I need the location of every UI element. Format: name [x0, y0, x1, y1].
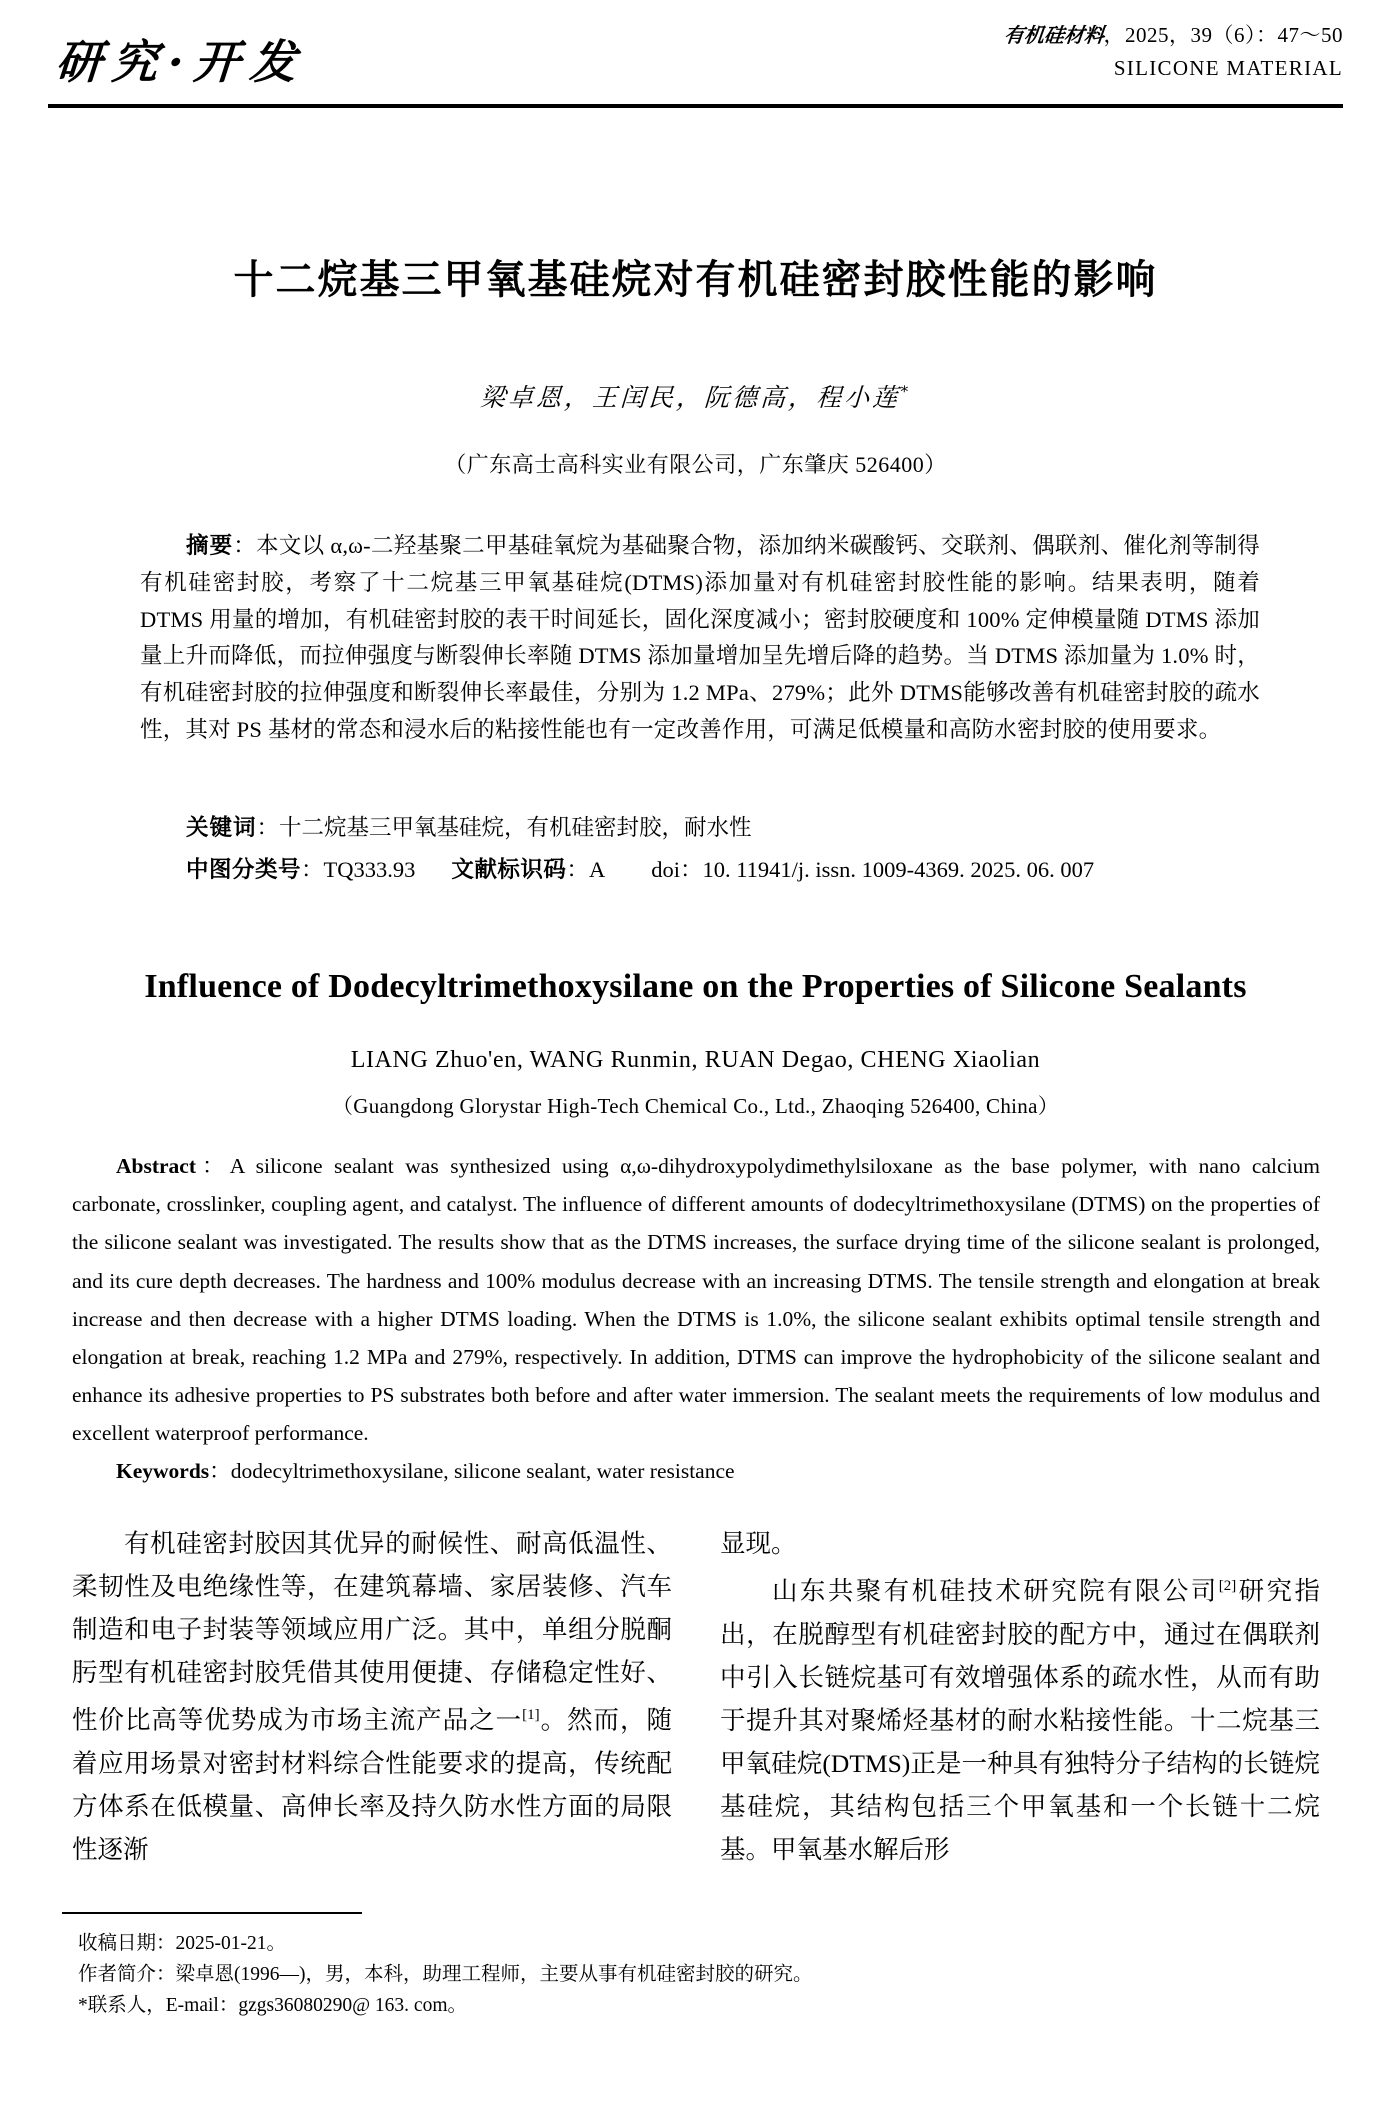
footnote-contact — [78, 1990, 1278, 2021]
section-label: 研究·开发 — [53, 35, 308, 89]
doi-colon: ： — [679, 857, 703, 882]
corresponding-author-mark: * — [900, 382, 912, 401]
keywords-cn-text: 十二烷基三甲氧基硅烷，有机硅密封胶，耐水性 — [279, 815, 752, 840]
keywords-en-colon: ： — [209, 1459, 231, 1483]
keywords-cn-label: 关键词 — [186, 815, 257, 840]
clc-label: 中图分类号 — [186, 857, 302, 882]
received-label: 收稿日期 — [78, 1933, 157, 1954]
received-value: 2025-01-21。 — [175, 1933, 287, 1954]
footnotes — [78, 1928, 1278, 2021]
bio-colon: ： — [156, 1964, 176, 1985]
affiliation-en: （Guangdong Glorystar High-Tech Chemical Co., Ltd., Zhaoqing 526400, China） — [331, 1094, 1060, 1118]
doc-code-label: 文献标识码 — [451, 857, 567, 882]
header-divider — [48, 104, 1343, 108]
abstract-cn-colon: ： — [233, 533, 257, 558]
running-head — [48, 18, 1343, 96]
citation-ref-2: [2] — [1218, 1578, 1237, 1594]
clc-colon: ： — [301, 857, 324, 882]
body-column-right — [720, 1522, 1320, 1892]
keywords-cn-colon: ： — [256, 815, 280, 840]
journal-info — [1004, 20, 1344, 84]
contact-label: 联系人，E-mail — [87, 1995, 219, 2016]
abstract-en-colon: ： — [196, 1154, 230, 1178]
doi-label: doi — [651, 857, 680, 882]
affiliation-cn: （广东高士高科实业有限公司，广东肇庆 526400） — [444, 452, 947, 477]
footnote-received-date — [78, 1928, 1278, 1959]
journal-citation: ，2025，39（6）：47～50 — [1103, 23, 1343, 47]
page-title-en: Influence of Dodecyltrimethoxysilane on the Properties of Silicone Sealants — [144, 968, 1247, 1005]
body-text-2b: 研究指出，在脱醇型有机硅密封胶的配方中，通过在偶联剂中引入长链烷基可有效增强体系的疏水性，从而有助于提升其对聚烯烃基材的耐水粘接性能。十二烷基三甲氧硅烷(DTMS)正是一种具有独特分子结构的长链烷基硅烷，其结构包括三个甲氧基和一个长链十二烷基。甲氧基水解后形 — [720, 1576, 1320, 1864]
body-paragraph-2 — [720, 1565, 1320, 1871]
body-text-1b: 。然而，随着应用场景对密封材料综合性能要求的提高，传统配方体系在低模量、高伸长率及持久防水性方面的局限性逐渐 — [72, 1705, 672, 1864]
clc-value: TQ333.93 — [323, 857, 416, 882]
doc-code-value: A — [588, 857, 606, 882]
abstract-en-label: Abstract — [116, 1154, 197, 1178]
abstract-en — [72, 1147, 1320, 1453]
contact-star: * — [78, 1995, 88, 2016]
journal-name-en: SILICONE MATERIAL — [1113, 56, 1343, 81]
keywords-en-text: dodecyltrimethoxysilane, silicone sealant, water resistance — [230, 1459, 735, 1483]
body-text-2a: 山东共聚有机硅技术研究院有限公司 — [772, 1576, 1219, 1606]
abstract-cn-text: 本文以 α,ω-二羟基聚二甲基硅氧烷为基础聚合物，添加纳米碳酸钙、交联剂、偶联剂、催化剂等制得有机硅密封胶，考察了十二烷基三甲氧基硅烷(DTMS)添加量对有机硅密封胶性能的影响。结果表明，随着 DTMS 用量的增加，有机硅密封胶的表干时间延长，固化深度减小；密封胶硬度和 100% 定伸模量随 DTMS 添加量上升而降低，而拉伸强度与断裂伸长率随 DTMS 添加量增加呈先增后降的趋势。当 DTMS 添加量为 1.0% 时，有机硅密封胶的拉伸强度和断裂伸长率最佳，分别为 1.2 MPa、279%；此外 DTMS能够改善有机硅密封胶的疏水性，其对 PS 基材的常态和浸水后的粘接性能也有一定改善作用，可满足低模量和高防水密封胶的使用要求。 — [140, 533, 1260, 742]
received-colon: ： — [156, 1933, 176, 1954]
body-columns — [72, 1522, 1320, 1892]
body-column-left — [72, 1522, 672, 1892]
doc-code-colon: ： — [566, 857, 589, 882]
bio-label: 作者简介 — [78, 1964, 157, 1985]
authors-cn-names: 梁卓恩，王闰民，阮德高，程小莲 — [479, 383, 901, 412]
contact-colon: ： — [218, 1995, 239, 2016]
page-title-cn: 十二烷基三甲氧基硅烷对有机硅密封胶性能的影响 — [233, 257, 1158, 303]
authors-cn — [0, 378, 1391, 414]
doi-value: 10. 11941/j. issn. 1009-4369. 2025. 06. 007 — [702, 857, 1095, 882]
abstract-cn-label: 摘要 — [186, 533, 234, 558]
bio-value: 梁卓恩(1996—)，男，本科，助理工程师，主要从事有机硅密封胶的研究。 — [175, 1964, 813, 1985]
body-paragraph-1-cont: 显现。 — [720, 1529, 797, 1558]
abstract-en-text: A silicone sealant was synthesized using α,ω-dihydroxypolydimethylsiloxane as the base polymer, with nano calcium carbonate, crosslinker, coupling agent, and catalyst. The influence of different amounts of dodecyltrimethoxysilane (DTMS) on the properties of the silicone sealant was investigated. The results show that as the DTMS increases, the surface drying time of the silicone sealant is prolonged, and its cure depth decreases. The hardness and 100% modulus decrease with an increasing DTMS. The tensile strength and elongation at break increase and then decrease with a higher DTMS loading. When the DTMS is 1.0%, the silicone sealant exhibits optimal tensile strength and elongation at break, reaching 1.2 MPa and 279%, respectively. In addition, DTMS can improve the hydrophobicity of the silicone sealant and enhance its adhesive properties to PS substrates both before and after water immersion. The sealant meets the requirements of low modulus and excellent waterproof performance. — [72, 1154, 1320, 1446]
body-text-1a: 有机硅密封胶因其优异的耐候性、耐高低温性、柔韧性及电绝缘性等，在建筑幕墙、家居装修、汽车制造和电子封装等领域应用广泛。其中，单组分脱酮肟型有机硅密封胶凭借其使用便捷、存储稳定性好、性价比高等优势成为市场主流产品之一 — [72, 1529, 672, 1735]
footnote-divider — [62, 1912, 362, 1914]
footnote-author-bio — [78, 1959, 1278, 1990]
keywords-en-label: Keywords — [116, 1459, 210, 1483]
body-paragraph-1 — [72, 1522, 672, 1871]
keywords-en — [72, 1452, 1320, 1490]
classification-line — [140, 852, 1320, 888]
contact-value: gzgs36080290@ 163. com。 — [238, 1995, 467, 2016]
journal-citation-line — [1004, 20, 1344, 50]
journal-name-cn: 有机硅材料 — [1002, 23, 1105, 47]
abstract-cn — [140, 528, 1260, 749]
citation-ref-1: [1] — [522, 1707, 540, 1723]
keywords-cn — [140, 810, 1260, 846]
authors-en: LIANG Zhuo'en, WANG Runmin, RUAN Degao, CHENG Xiaolian — [350, 1047, 1041, 1073]
